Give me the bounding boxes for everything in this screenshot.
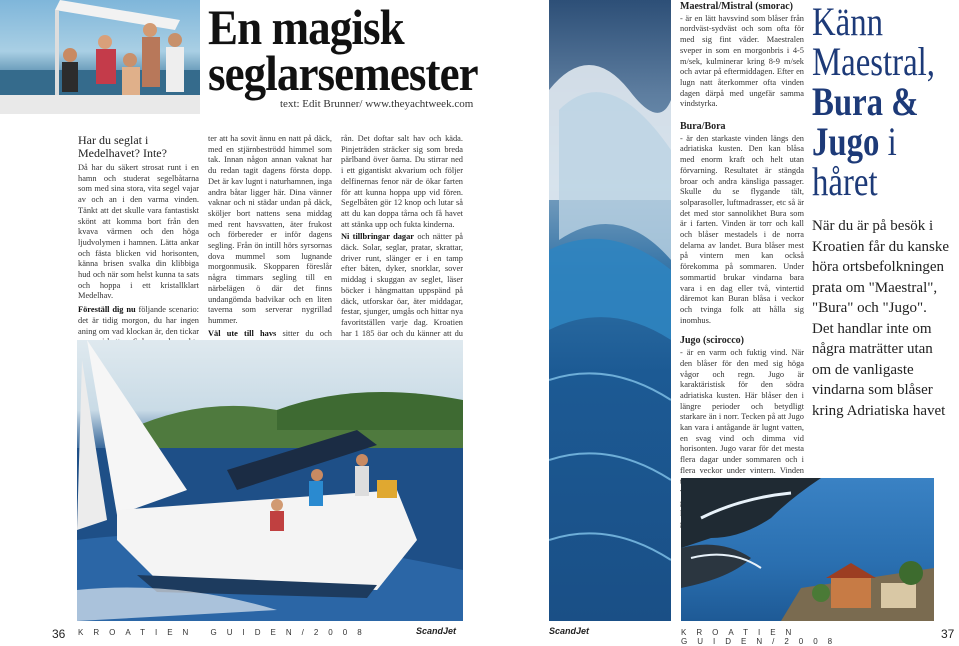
sidebar-heading: Har du seglat i Medelhavet? Inte? xyxy=(78,133,167,160)
article-title xyxy=(208,0,478,101)
column-2-paragraph-1: ter att ha sovit ännu en natt på däck, med en stjärnbeströdd himmel som tak. Innan någon annan vaknat har du redan tagit dagens första dopp. Det är kav lugnt i naturhamnen, inga andra båtar ligger här. Dina vänner vaknar och ni städar undan på däck, sköljer bort nattens sena middag med rent havsvatten, äter frukost och förbereder er inför dagens segling. Från ön intill hörs syrsornas dova mummel som lugnande morgonmusik. Skopparen föreslår några timmars segling till en närbelägen ö där det finns undangömda badvikar och en liten taverna som serverar nygrillad hummer. xyxy=(208,134,332,325)
column-3-paragraph-2: Ni tillbringar dagar och nätter på däck. Solar, seglar, pratar, skrattar, driver runt, slänger er i en tamp efter båten, dyker, snorklar, sover middag i skuggan av seglet, läser böcker i hängmattan uppspänd på däck, utforskar öar, äter middagar, festar, sjunger, umgås och hittar nya favoritställen varje dag. Kroatien har 1 185 öar och du känner att du xyxy=(341,232,464,338)
feature-heading-line-2: Maestral, xyxy=(812,39,935,84)
wind-heading-jugo: Jugo (scirocco) xyxy=(680,335,744,347)
wind-heading-maestral: Maestral/Mistral (smorac) xyxy=(680,1,794,12)
article-title-line-2: seglarsemester xyxy=(208,45,478,101)
byline: text: Edit Brunner/ www.theyachtweek.com xyxy=(280,98,474,110)
feature-heading-line-5: håret xyxy=(812,159,878,204)
coastline-photo xyxy=(681,478,934,621)
page-number-left: 36 xyxy=(52,627,66,641)
wind-text-maestral: - är en lätt havsvind som blåser från nordväst-sydväst och som ofta för med sig fint väder. Maestralen sveper in som en morgonbris i 4-5 m/sek, kulminerar kring 8-9 m/sek och avtar på eftermiddagen. Efter en lugn natt återkommer ofta vinden dagen därpå med ungefär samma vindstyrka. xyxy=(680,13,804,109)
sidebar-paragraph-2: Föreställ dig nu följande scenario: det är tidig morgon, du har ingen aning om vad klockan är, den tickar xyxy=(78,305,200,336)
scandjet-logo-left: ScandJet xyxy=(416,626,457,636)
wind-text-bura: - är den starkaste vinden längs den adriatiska kusten. Den kan blåsa med enorm kraft och helt utan förvarning. Resultatet är stängda broar och andra känsliga passager. Skulle du se flygande tält, solparasoller, luftmadrasser, etc så är det med stor sannolikhet Bura som är i farten. Vinden är torr och kall och blåser mestadels i de norra delarna av landet. Bura blåser mest på vintern men kan också förekomma på sommaren. Under sommartid brukar vindarna bara vara i en dag eller två, vintertid däremot kan Buran blåsa i veckor och tvinga folk att hålla sig inomhus. xyxy=(680,133,804,325)
sailboat-photo xyxy=(77,340,463,621)
feature-heading-line-1: Känn xyxy=(812,0,884,44)
page-number-right: 37 xyxy=(941,627,955,641)
feature-heading-line-3: Bura & xyxy=(812,79,919,124)
feature-heading xyxy=(812,2,935,202)
wind-heading-bura: Bura/Bora xyxy=(680,121,726,133)
column-3-paragraph-1: rån. Det doftar salt hav och käda. Pinjeträden sträcker sig som breda pärlband över öarna. Du stirrar ned i ett gigantiskt akvarium och följer delfinernas fenor när de ökar farten för att kunna hoppa upp vid fören. Segelbåten gör 12 knop och lutar så att du kan doppa tårna och få havet att stänka upp och fukta kinderna. xyxy=(341,134,463,229)
footer-right: KROATIEN GUIDEN/2008 xyxy=(681,628,843,646)
sidebar-paragraph-1: Då har du säkert strosat runt i en hamn och studerat segelbåtarna som med sina stora, vita segel vajar av och an i den varma vinden. Tänkt att det skulle vara fantastiskt skönt att komma bort från den kvava värmen och den höga ljudvolymen i hamnen. Lätta ankar och fästa blicken vid horisonten, känna brisen svalka din klibbiga hud och när som helst kunna ta sats och hoppa i ett kristallklart Medelhav. xyxy=(78,163,199,301)
footer-left: KROATIEN GUIDEN/2008 xyxy=(78,628,372,637)
sailing-crew-photo xyxy=(0,0,200,114)
article-title-line-1: En magisk xyxy=(208,0,404,55)
scandjet-logo-right: ScandJet xyxy=(549,626,590,636)
wind-section xyxy=(680,2,804,530)
column-2 xyxy=(208,134,332,361)
column-1 xyxy=(78,163,199,369)
feature-heading-line-4: Jugo i xyxy=(812,119,897,164)
feature-intro: När du är på besök i Kroatien får du kanske höra ortsbefolkningen prata om "Maestral", "Bura" och "Jugo". Det handlar inte om några maträtter utan om de vanligaste vindarna som blåser kring Adriatiska havet xyxy=(812,218,950,419)
wave-photo xyxy=(549,0,671,621)
column-3 xyxy=(341,134,463,350)
column-2-paragraph-2: Väl ute till havs sitter du och xyxy=(208,328,332,338)
wind-text-jugo: - är en varm och fuktig vind. När den blåser för den med sig höga vågor och regn. Jugo är karaktäristisk för den södra adriatiska kusten. Här blåser den i längre perioder och betydligt starkare än i norr. Tecken på att Jugo kan vara i antågande är lugnt vatten, en svag vind och dimma vid horisonten. Jugo varar för det mesta flera dagar under sommaren och i flera veckor under vintern. Vinden xyxy=(680,348,804,475)
